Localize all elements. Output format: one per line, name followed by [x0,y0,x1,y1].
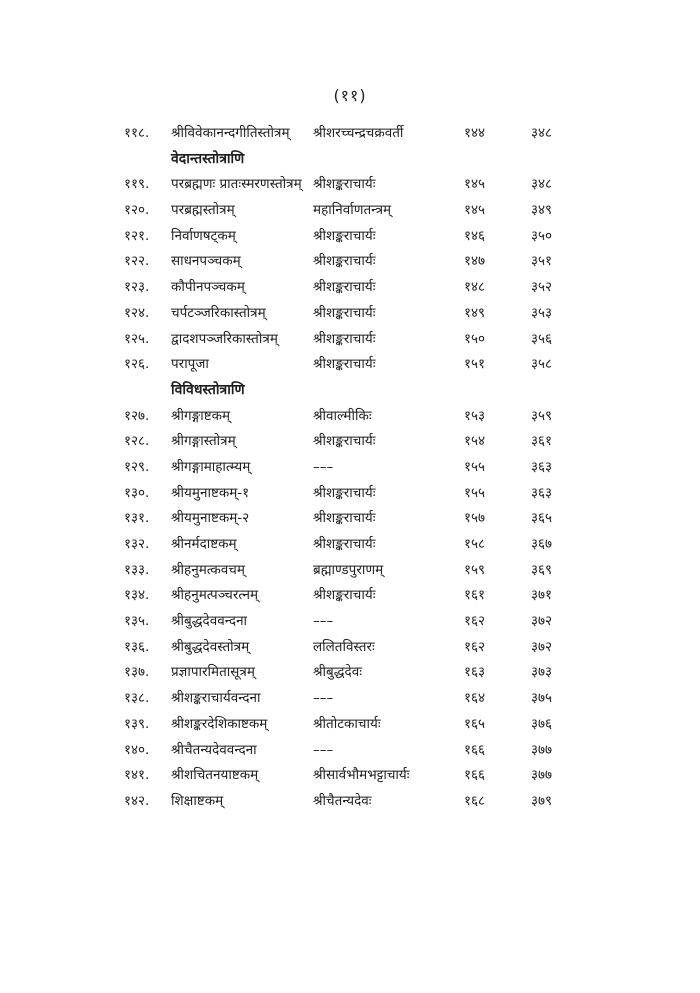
toc-entry [0,352,700,378]
entry-serial: १४५ [464,176,486,193]
section-title: वेदान्तस्तोत्राणि [171,150,245,167]
entry-number: १२१. [124,227,150,244]
entry-number: १२०. [124,202,150,219]
entry-title: श्रीचैतन्यदेववन्दना [171,741,257,758]
entry-title: श्रीविवेकानन्दगीतिस्तोत्रम् [171,125,290,141]
entry-source: श्रीशरच्चन्द्रचक्रवर्ती [313,125,404,141]
entry-source: ललितविस्तरः [313,638,375,655]
toc-entry [0,172,700,198]
entry-number: १४२. [124,792,150,809]
entry-page: ३७५ [531,690,553,707]
entry-title: श्रीगङ्गामाहात्म्यम् [171,458,251,475]
section-title: विविधस्तोत्राणि [171,381,245,398]
entry-page: ३६९ [531,561,553,578]
entry-title: श्रीशङ्करदेशिकाष्टकम् [171,715,268,732]
entry-source: ––– [313,741,334,758]
entry-page: ३६३ [531,458,553,475]
toc-entry [0,609,700,635]
entry-title: प्रज्ञापारमितासूत्रम् [171,664,255,681]
entry-source: श्रीशङ्कराचार्यः [313,536,376,552]
entry-title: परापूजा [171,356,209,373]
toc-entry [0,532,700,558]
entry-source: श्रीशङ्कराचार्यः [313,253,376,270]
entry-page: ३७९ [531,792,553,809]
toc-entry [0,275,700,301]
entry-title: निर्वाणषट्कम् [171,227,236,244]
entry-number: १२९. [124,458,150,475]
entry-title: चर्पटञ्जरिकास्तोत्रम् [171,304,266,321]
entry-page: ३७७ [531,741,553,758]
entry-number: १२४. [124,304,150,321]
entry-number: ११९. [124,176,150,193]
toc-entry [0,404,700,430]
toc-entry [0,121,700,147]
entry-serial: १४५ [464,202,486,219]
entry-serial: १४४ [464,125,486,141]
toc-entry [0,224,700,250]
entry-source: महानिर्वाणतन्त्रम् [313,202,392,219]
toc-entry [0,198,700,224]
entry-serial: १६३ [464,664,486,681]
entry-page: ३७३ [531,664,553,681]
toc-entry [0,558,700,584]
entry-title: श्रीबुद्धदेवस्तोत्रम् [171,638,250,655]
entry-page: ३५३ [531,304,553,321]
entry-title: परब्रह्मणः प्रातःस्मरणस्तोत्रम् [171,176,302,193]
entry-source: श्रीशङ्कराचार्यः [313,510,376,527]
entry-title: श्रीनर्मदाष्टकम् [171,536,237,552]
entry-serial: १६२ [464,638,486,655]
entry-title: कौपीनपञ्चकम् [171,279,245,296]
entry-serial: १६५ [464,715,486,732]
toc-entry [0,583,700,609]
entry-source: श्रीशङ्कराचार्यः [313,176,376,193]
entry-title: श्रीहनुमत्पञ्चरत्नम् [171,587,259,604]
entry-source: ब्रह्माण्डपुराणम् [313,561,384,578]
entry-number: १३१. [124,510,150,527]
entry-title: श्रीगङ्गाष्टकम् [171,407,231,424]
entry-number: १२३. [124,279,150,296]
entry-serial: १४८ [464,279,486,296]
toc-entry [0,429,700,455]
entry-title: परब्रह्मस्तोत्रम् [171,202,235,219]
entry-page: ३६१ [531,433,553,450]
toc-entry [0,686,700,712]
entry-serial: १६२ [464,613,486,630]
entry-page: ३७१ [531,587,553,604]
table-of-contents [0,121,700,815]
entry-page: ३५८ [531,356,553,373]
entry-number: १३२. [124,536,150,552]
entry-title: श्रीयमुनाष्टकम्-२ [171,510,250,527]
section-heading [0,378,700,404]
entry-title: शिक्षाष्टकम् [171,792,224,809]
entry-page: ३७२ [531,613,553,630]
entry-number: १३५. [124,613,150,630]
toc-entry [0,789,700,815]
entry-source: श्रीचैतन्यदेवः [313,792,372,809]
entry-serial: १५३ [464,407,486,424]
toc-entry [0,455,700,481]
entry-page: ३७७ [531,767,553,784]
entry-number: १४१. [124,767,150,784]
entry-number: १३८. [124,690,150,707]
section-heading [0,147,700,173]
entry-source: श्रीशङ्कराचार्यः [313,227,376,244]
entry-number: १३०. [124,484,150,501]
entry-title: श्रीशङ्कराचार्यवन्दना [171,690,261,707]
entry-serial: १४९ [464,304,486,321]
entry-source: श्रीशङ्कराचार्यः [313,433,376,450]
entry-source: श्रीवाल्मीकिः [313,407,372,424]
entry-page: ३५९ [531,407,553,424]
entry-page: ३७२ [531,638,553,655]
toc-entry [0,712,700,738]
entry-source: ––– [313,690,334,707]
entry-source: श्रीशङ्कराचार्यः [313,484,376,501]
entry-serial: १६४ [464,690,486,707]
entry-serial: १६१ [464,587,486,604]
toc-entry [0,635,700,661]
entry-source: श्रीशङ्कराचार्यः [313,356,376,373]
entry-number: १३७. [124,664,150,681]
entry-source: श्रीशङ्कराचार्यः [313,279,376,296]
entry-source: श्रीसार्वभौमभट्टाचार्यः [313,767,410,784]
entry-page: ३५२ [531,279,553,296]
entry-number: १२८. [124,433,150,450]
entry-number: १३६. [124,638,150,655]
entry-title: श्रीहनुमत्कवचम् [171,561,245,578]
entry-page: ३६७ [531,536,553,552]
entry-page: ३४८ [531,125,553,141]
entry-number: १३४. [124,587,150,604]
entry-serial: १४७ [464,253,486,270]
toc-entry [0,301,700,327]
entry-page: ३६३ [531,484,553,501]
entry-serial: १५७ [464,510,486,527]
toc-entry [0,660,700,686]
entry-source: ––– [313,458,334,475]
entry-page: ३५० [531,227,553,244]
entry-title: साधनपञ्चकम् [171,253,241,270]
entry-serial: १५५ [464,484,486,501]
toc-entry [0,506,700,532]
toc-entry [0,327,700,353]
entry-serial: १६८ [464,792,486,809]
entry-serial: १६६ [464,767,486,784]
entry-serial: १५८ [464,536,486,552]
entry-page: ३४८ [531,176,553,193]
entry-title: द्वादशपञ्जरिकास्तोत्रम् [171,330,278,347]
entry-number: १२७. [124,407,150,424]
entry-number: १२६. [124,356,150,373]
entry-source: श्रीशङ्कराचार्यः [313,304,376,321]
entry-number: १२५. [124,330,150,347]
entry-serial: १६६ [464,741,486,758]
page-number: (११) [333,86,367,105]
entry-number: १२२. [124,253,150,270]
entry-serial: १४६ [464,227,486,244]
entry-number: १४०. [124,741,150,758]
entry-serial: १५० [464,330,486,347]
entry-source: ––– [313,613,334,630]
entry-title: श्रीयमुनाष्टकम्-१ [171,484,250,501]
entry-page: ३५१ [531,253,553,270]
entry-title: श्रीशचितनयाष्टकम् [171,767,259,784]
entry-serial: १५९ [464,561,486,578]
entry-page: ३४९ [531,202,553,219]
entry-number: ११८. [124,125,150,141]
entry-title: श्रीबुद्धदेववन्दना [171,613,248,630]
entry-page: ३५६ [531,330,553,347]
entry-page: ३७६ [531,715,553,732]
entry-page: ३६५ [531,510,553,527]
entry-source: श्रीशङ्कराचार्यः [313,587,376,604]
toc-entry [0,763,700,789]
entry-serial: १५५ [464,458,486,475]
entry-source: श्रीशङ्कराचार्यः [313,330,376,347]
entry-title: श्रीगङ्गास्तोत्रम् [171,433,236,450]
entry-source: श्रीबुद्धदेवः [313,664,362,681]
entry-serial: १५१ [464,356,486,373]
toc-entry [0,249,700,275]
entry-source: श्रीतोटकाचार्यः [313,715,381,732]
toc-entry [0,738,700,764]
toc-entry [0,481,700,507]
entry-serial: १५४ [464,433,486,450]
entry-number: १३३. [124,561,150,578]
entry-number: १३९. [124,715,150,732]
